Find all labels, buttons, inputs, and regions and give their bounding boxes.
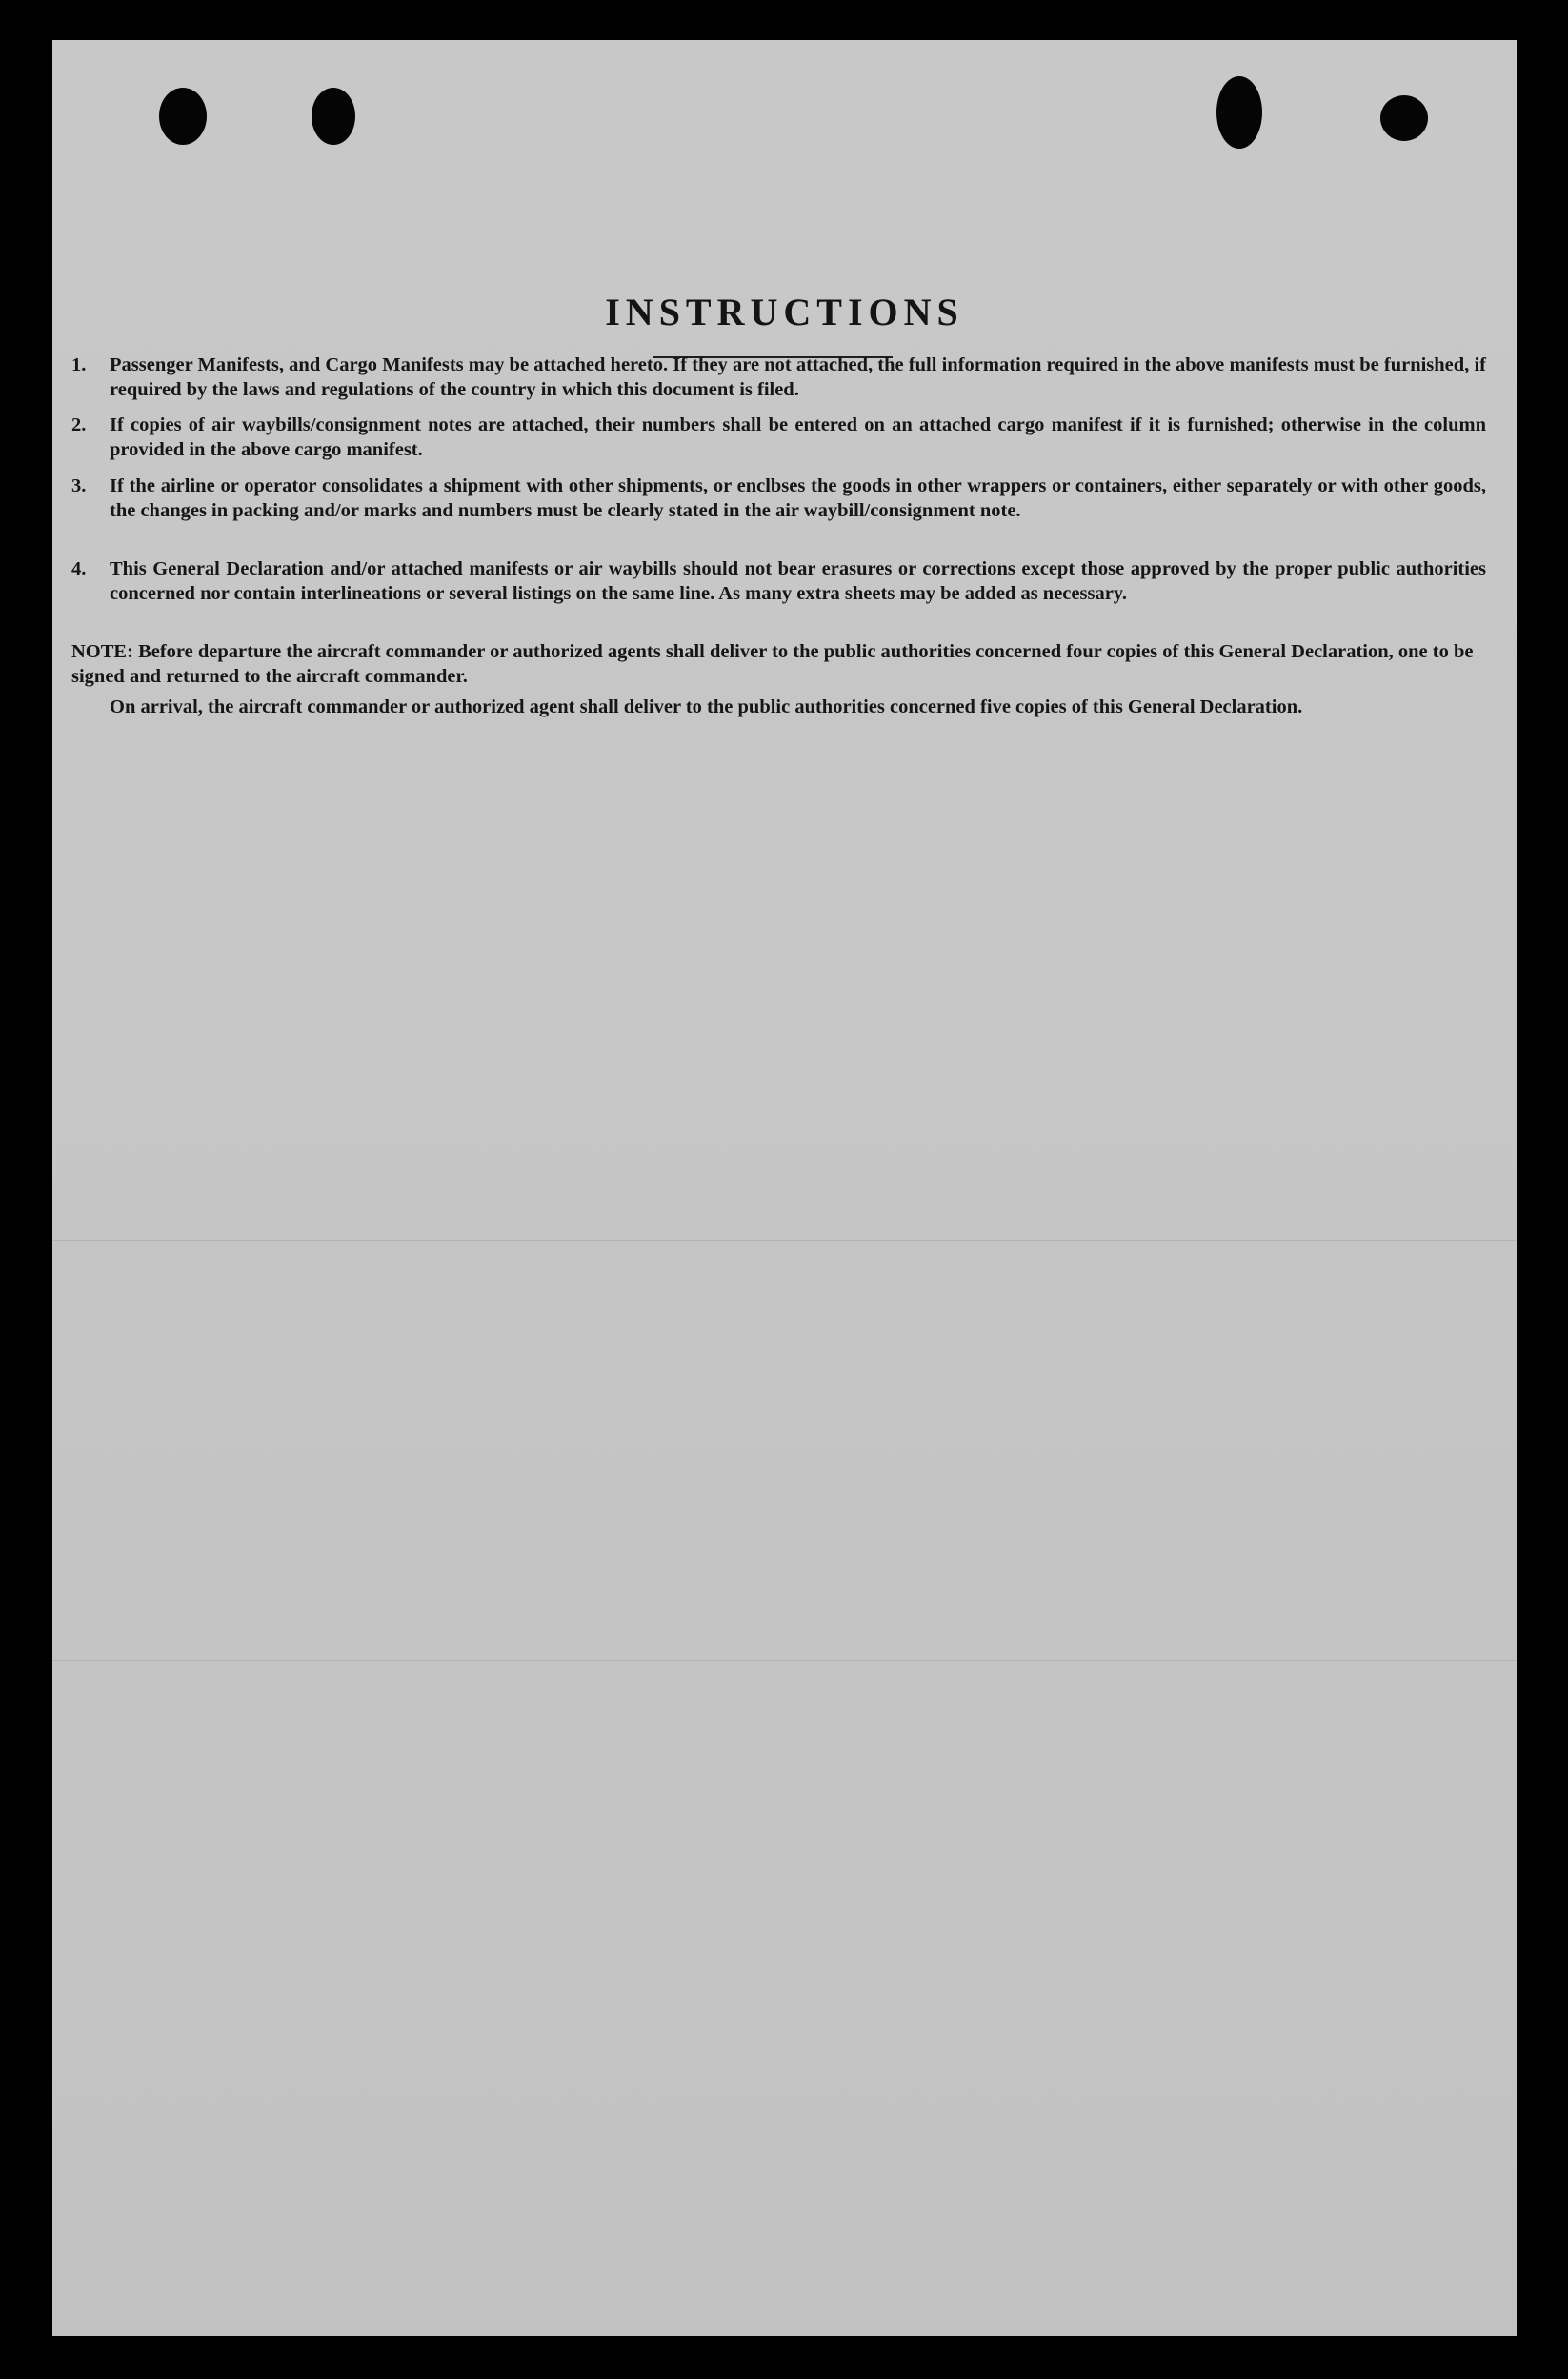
punch-hole (1216, 76, 1262, 149)
item-number: 2. (71, 414, 87, 435)
instruction-item-3 (71, 474, 1486, 523)
note-text: Before departure the aircraft commander or authorized agents shall deliver to the public authorities concerned four copies of this General Declaration, one to be signed and returned to the aircraft commander. (71, 641, 1474, 687)
punch-hole (312, 88, 355, 145)
note-block (71, 639, 1486, 719)
punch-hole (159, 88, 207, 145)
note-paragraph (71, 639, 1486, 689)
bleed-through-line (52, 1240, 1517, 1241)
instruction-item-4 (71, 556, 1486, 606)
item-text: If the airline or operator consolidates a shipment with other shipments, or enclbses the goods in other wrappers or containers, either separately or with other goods, the changes in packing and/or marks and numbers must be clearly stated in the air waybill/consignment note. (110, 475, 1486, 521)
item-text: Passenger Manifests, and Cargo Manifests may be attached hereto. If they are not attached, the full information required in the above manifests must be furnished, if required by the laws and regulations of the country in which this document is filed. (110, 354, 1486, 400)
item-number: 1. (71, 354, 87, 375)
page-title: INSTRUCTIONS (605, 291, 964, 333)
item-number: 3. (71, 475, 87, 496)
note-label: NOTE: (71, 641, 133, 662)
instruction-item-1 (71, 353, 1486, 402)
item-text: This General Declaration and/or attached manifests or air waybills should not bear erasures or corrections except those approved by the proper public authorities concerned nor contain interlineations or several listings on the same line. As many extra sheets may be added as necessary. (110, 558, 1486, 604)
item-number: 4. (71, 558, 87, 579)
note-arrival-text: On arrival, the aircraft commander or authorized agent shall deliver to the public authorities concerned five copies of this General Declaration. (110, 696, 1303, 717)
item-text: If copies of air waybills/consignment notes are attached, their numbers shall be entered on an attached cargo manifest if it is furnished; otherwise in the column provided in the above cargo manifest. (110, 414, 1486, 460)
instruction-item-2 (71, 413, 1486, 462)
bleed-through-line (52, 1660, 1517, 1661)
document-page (52, 40, 1517, 2336)
punch-hole (1380, 95, 1428, 141)
